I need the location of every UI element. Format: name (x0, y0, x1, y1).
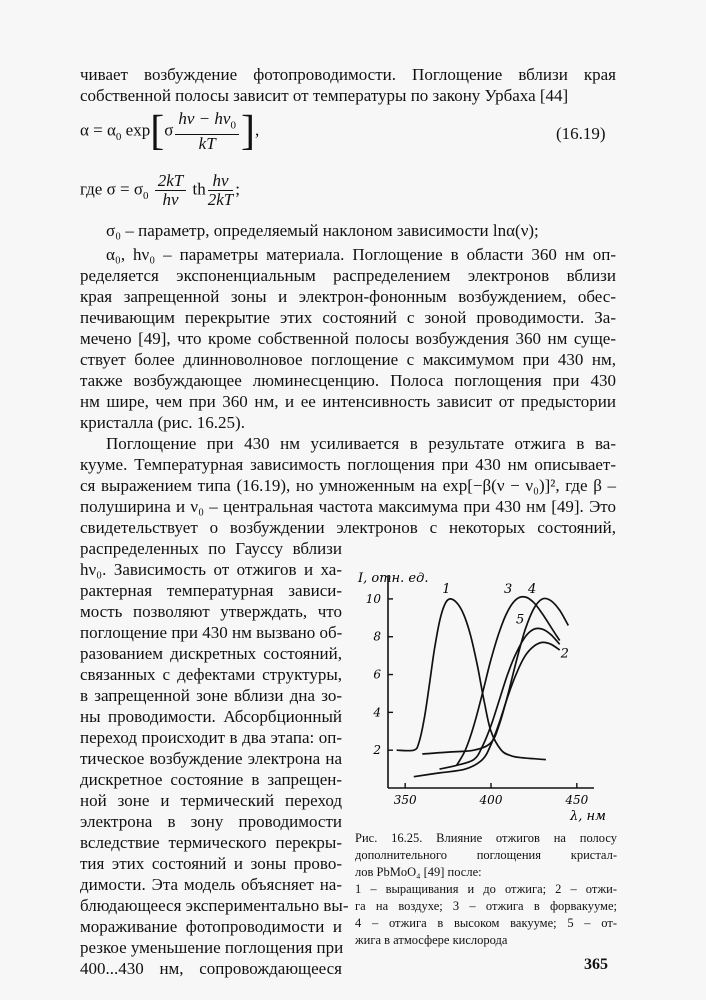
text-line: распределенных по Гауссу вблизи (80, 539, 342, 558)
text-line: чивает возбуждение фотопроводимости. Поглощение вблизи края (80, 65, 616, 84)
fraction-numerator: 2kT (157, 171, 184, 190)
text-line: тия этих состояний и зоны прово- (80, 854, 342, 873)
text-line: собственной полосы зависит от температуры по закону Урбаха [44] (80, 86, 569, 105)
series-line-2 (414, 642, 560, 776)
series-line-4 (422, 598, 568, 754)
text-line: кристалла (рис. 16.25). (80, 413, 245, 432)
y-tick-label: 6 (373, 667, 381, 682)
text-line: мечено [49], что кроме собственной полосы возбуждения 360 нм суще- (80, 329, 616, 348)
text-line: ной зоне и термический переход (80, 791, 342, 810)
figure-caption: Рис. 16.25. Влияние отжигов на полосу (355, 831, 617, 845)
text-line: тическое возбуждение электрона на (80, 749, 342, 768)
text-line: переход происходит в два этапа: оп- (80, 728, 342, 747)
page-number: 365 (584, 956, 608, 973)
subscript: 0 (230, 119, 236, 132)
figure-caption: лов PbMoO₄ [49] после: (355, 865, 482, 879)
x-tick-label: 400 (479, 793, 503, 807)
subscript: 0 (115, 131, 122, 143)
text-line: Поглощение при 430 нм усиливается в результате отжига в ва- (106, 434, 616, 453)
curve-label-3: 3 (504, 582, 513, 598)
curve-label-4: 4 (528, 582, 537, 598)
text-line: связанных с дефектами структуры, (80, 665, 342, 684)
text-line: ствует более длинноволновое поглощение с максимумом при 430 нм, (80, 350, 616, 369)
text-line: блюдающееся экспериментально вы- (80, 896, 349, 915)
text-line: hν₀. Зависимость от отжигов и ха- (80, 560, 342, 579)
formula-exp: exp (125, 120, 151, 140)
y-tick-label: 2 (373, 743, 381, 758)
figure-caption: 1 – выращивания и до отжига; 2 – отжи- (355, 882, 617, 896)
formula-fraction (155, 172, 187, 209)
text-line: разованием дискретных состояний, (80, 644, 342, 663)
text-line: рактерная температурная зависи- (80, 581, 342, 600)
text-line: σ₀ – параметр, определяемый наклоном зависимости lnα(ν); (106, 221, 539, 240)
text-line: электрона в зону проводимости (80, 812, 342, 831)
text-line: кууме. Температурная зависимость поглощения при 430 нм описывает- (80, 455, 616, 474)
y-axis-label: I, отн. ед. (358, 571, 429, 586)
plot-area (366, 576, 594, 807)
formula-fraction (208, 172, 234, 209)
x-tick-label: 450 (565, 793, 589, 807)
y-tick-label: 10 (365, 591, 381, 606)
equation-number: (16.19) (556, 124, 606, 143)
text-line: ределяется экспоненциальным распределением электронов вблизи (80, 266, 616, 285)
x-tick-label: 350 (393, 793, 417, 807)
text-line: полуширина и ν₀ – центральная частота максимума при 430 нм [49]. Это (80, 497, 616, 516)
absorption-chart (352, 560, 622, 830)
curve-label-5: 5 (516, 612, 525, 628)
text-line: нм шире, чем при 360 нм, и ее интенсивность зависит от предыстории (80, 392, 616, 411)
text-line: также возбуждающее люминесценцию. Полоса поглощения при 430 (80, 371, 616, 390)
text-line: свидетельствует о возбуждении электронов с некоторых состояний, (80, 518, 616, 537)
x-axis-label: λ, нм (570, 809, 606, 824)
curve-label-2: 2 (560, 646, 569, 662)
subscript: 0 (143, 189, 149, 202)
figure-caption: жига в атмосфере кислорода (355, 933, 508, 947)
text-line: поглощение при 430 нм вызвано об- (80, 623, 343, 642)
text-line: дискретное состояние в запрещен- (80, 770, 342, 789)
text-line: резкое уменьшение поглощения при (80, 938, 344, 957)
figure-caption: 4 – отжига в высоком вакууме; 5 – от- (355, 916, 617, 930)
text-line: мость позволяют утверждать, что (80, 602, 342, 621)
text-line: ны проводимости. Абсорбционный (80, 707, 342, 726)
bracket-right: ] (240, 108, 255, 155)
fraction-denominator: 2kT (207, 190, 234, 209)
text-line: димости. Эта модель объясняет на- (80, 875, 342, 894)
formula-16-19: $\alpha = \alpha_0$ exp[σ $\frac{h\nu - h\nu_0}{kT}$ ], (80, 108, 260, 155)
fraction-denominator: kT (198, 134, 216, 154)
formula-th: th (192, 179, 206, 199)
text-line: α₀, hν₀ – параметры материала. Поглощение в области 360 нм оп- (106, 245, 616, 264)
text-line: вследствие термического перекры- (80, 833, 342, 852)
series-line-3 (457, 597, 560, 766)
figure-caption: дополнительного поглощения кристал- (355, 848, 617, 862)
text-line: печивающим перекрытие этих состояний с зоной проводимости. За- (80, 308, 616, 327)
formula-sigma: σ (164, 120, 174, 140)
text-line: края запрещенной зоны и электрон-фононным возбуждением, обес- (80, 287, 616, 306)
formula-sigma-def: где $\sigma = \sigma_0$ $\frac{2kT}{h\nu}$ th $\frac{h\nu}{2kT}$ ; (80, 171, 240, 209)
fraction-numerator: hν − hν (178, 109, 231, 128)
formula-lhs: α = α (80, 120, 116, 140)
text-line: 400...430 нм, сопровождающееся (80, 959, 342, 978)
text-line: в запрещенной зоне вблизи дна зо- (80, 686, 342, 705)
y-tick-label: 8 (373, 629, 381, 644)
figure-16-25 (352, 560, 622, 830)
text-line: ся выражением типа (16.19), но умноженным на exp[−β(ν − ν₀)]², где β – (80, 476, 616, 495)
fraction-numerator: hν (212, 171, 229, 190)
y-tick-label: 4 (373, 705, 381, 720)
text-line: мораживание фотопроводимости и (80, 917, 342, 936)
figure-caption: га на воздухе; 3 – отжига в форвакууме; (355, 899, 617, 913)
curve-label-1: 1 (442, 582, 451, 598)
formula-fraction (175, 110, 239, 153)
formula-where: где σ = σ (80, 179, 143, 199)
fraction-denominator: hν (162, 190, 179, 209)
bracket-left: [ (150, 108, 165, 155)
